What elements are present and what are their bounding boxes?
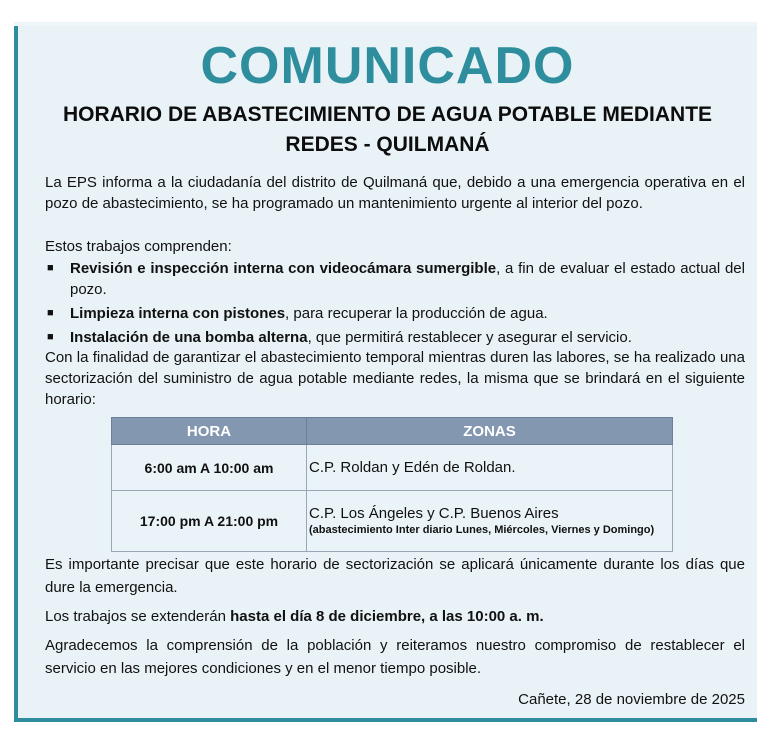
thanks-paragraph: Agradecemos la comprensión de la población y reiteramos nuestro compromiso de restablecer el servicio en las mejores condiciones y en el menor tiempo posible. bbox=[45, 637, 745, 677]
work-bold: Limpieza interna con pistones bbox=[70, 305, 286, 322]
header-zonas: ZONAS bbox=[307, 418, 673, 445]
zona-text: C.P. Roldan y Edén de Roldan. bbox=[309, 459, 516, 476]
work-rest: , para recuperar la producción de agua. bbox=[285, 305, 548, 322]
zona-cell bbox=[307, 445, 673, 491]
list-item bbox=[45, 303, 745, 324]
extension-bold: hasta el día 8 de diciembre, a las 10:00 a. m. bbox=[230, 608, 544, 625]
page-title: COMUNICADO bbox=[200, 37, 575, 95]
work-bold: Revisión e inspección interna con videocámara sumergible bbox=[70, 260, 497, 277]
schedule-table bbox=[111, 417, 673, 552]
sector-paragraph: Con la finalidad de garantizar el abastecimiento temporal mientras duren las labores, se ha realizado una sectorización del suministro de agua potable mediante redes, la misma que se brindará en el siguiente horario: bbox=[45, 349, 745, 408]
square-bullet-icon: ■ bbox=[47, 331, 54, 343]
square-bullet-icon: ■ bbox=[47, 307, 54, 319]
list-item bbox=[45, 258, 745, 300]
works-list bbox=[45, 258, 745, 351]
subtitle bbox=[30, 100, 745, 160]
extension-paragraph bbox=[45, 606, 745, 627]
works-intro: Estos trabajos comprenden: bbox=[45, 238, 232, 255]
work-bold: Instalación de una bomba alterna bbox=[70, 329, 308, 346]
square-bullet-icon: ■ bbox=[47, 262, 54, 274]
table-row bbox=[112, 491, 673, 552]
intro-paragraph: La EPS informa a la ciudadanía del distrito de Quilmaná que, debido a una emergencia operativa en el pozo de abastecimiento, se ha programado un mantenimiento urgente al interior del pozo. bbox=[45, 174, 745, 212]
header-hora: HORA bbox=[112, 418, 307, 445]
work-rest: , a fin de evaluar el estado actual del pozo. bbox=[70, 260, 745, 298]
date-signature: Cañete, 28 de noviembre de 2025 bbox=[518, 691, 745, 708]
zona-text: C.P. Los Ángeles y C.P. Buenos Aires bbox=[309, 505, 559, 522]
hora-cell: 6:00 am A 10:00 am bbox=[112, 445, 307, 491]
zona-note: (abastecimiento Inter diario Lunes, Miércoles, Viernes y Domingo) bbox=[309, 524, 655, 536]
zona-cell bbox=[307, 491, 673, 552]
subtitle-line-2: REDES - QUILMANÁ bbox=[285, 133, 490, 156]
list-item bbox=[45, 327, 745, 348]
subtitle-line-1: HORARIO DE ABASTECIMIENTO DE AGUA POTABLE MEDIANTE bbox=[62, 103, 713, 126]
table-row bbox=[112, 445, 673, 491]
extension-prefix: Los trabajos se extenderán bbox=[45, 608, 231, 625]
work-rest: , que permitirá restablecer y asegurar el servicio. bbox=[307, 329, 632, 346]
hora-cell: 17:00 pm A 21:00 pm bbox=[112, 491, 307, 552]
table-header-row bbox=[112, 418, 673, 445]
notice-paragraph: Es importante precisar que este horario de sectorización se aplicará únicamente durante los días que dure la emergencia. bbox=[45, 556, 745, 596]
